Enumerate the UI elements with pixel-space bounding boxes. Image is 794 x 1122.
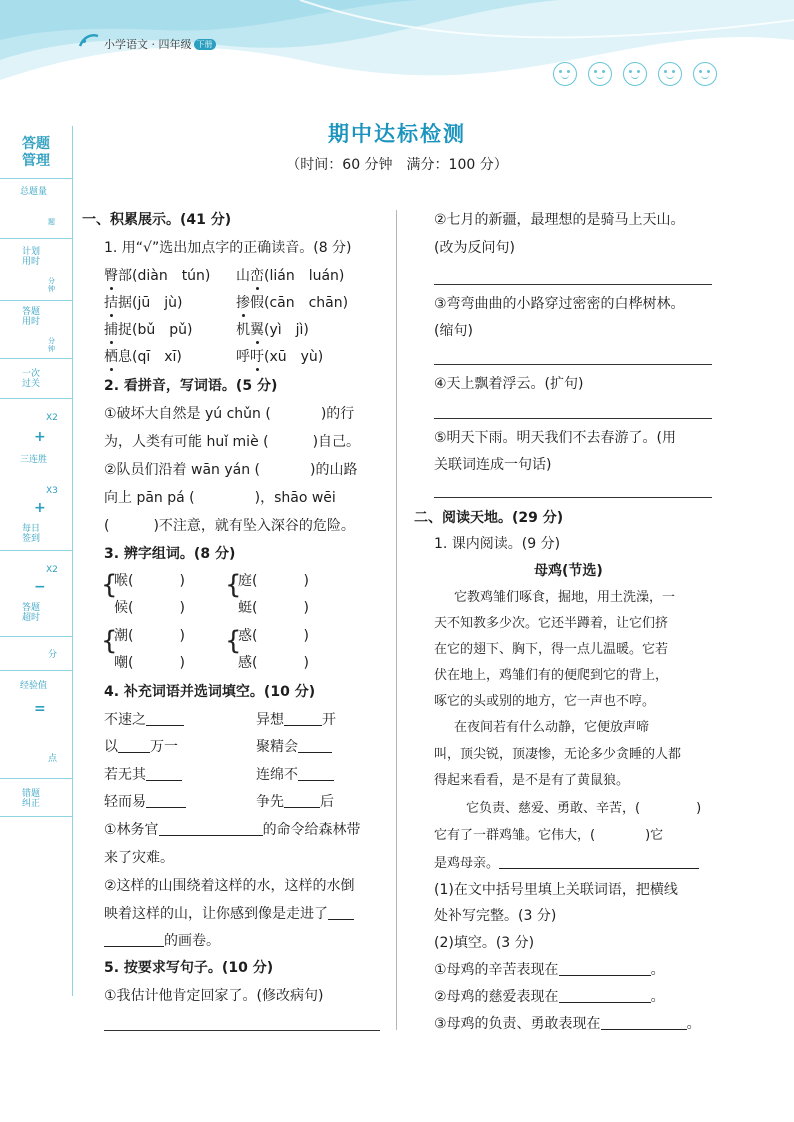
emphasis-dot: [110, 314, 113, 317]
pinyin-option[interactable]: 拮据(jū jù): [104, 295, 183, 311]
emphasis-dot: [110, 368, 113, 371]
pinyin-option[interactable]: 山峦(lián luán): [236, 268, 345, 284]
blank[interactable]: [601, 1015, 687, 1030]
idiom-item: 连绵不: [256, 766, 334, 784]
q2-line: 向上 pān pá ( )，shāo wēi: [104, 490, 336, 506]
q2-line: ②队员们沿着 wān yán ( )的山路: [104, 462, 358, 478]
char-item: 候( ): [114, 600, 185, 616]
smiley-face-icon: [658, 62, 682, 86]
emphasis-dot: [110, 287, 113, 290]
reading-question-1: 1. 课内阅读。(9 分): [434, 536, 561, 552]
blank[interactable]: [559, 961, 651, 976]
char-item: 庭( ): [238, 573, 309, 589]
error-correction-label: 错题 纠正: [22, 789, 41, 809]
blank[interactable]: [146, 711, 184, 726]
char-item: 潮( ): [114, 628, 185, 644]
total-questions-label: 总题量: [20, 187, 48, 197]
blank[interactable]: [146, 766, 182, 781]
char-item: 嘲( ): [114, 655, 185, 671]
pinyin-option[interactable]: 捕捉(bǔ pǔ): [104, 322, 193, 338]
char-item: 感( ): [238, 655, 309, 671]
blank[interactable]: [559, 988, 651, 1003]
pinyin-option[interactable]: 臀部(diàn tún): [104, 268, 211, 284]
answer-management-sidebar: 答题 管理 总题量 题 计划 用时 分 钟 答题 用时 分 钟 一次 过关 X2 + 三连胜 X3 + 每日 签到 X2 − 答题 超时 分 经验值 = 点 错题 纠正: [0, 126, 73, 996]
q4-sentence-1: ①林务官 的命令给森林带: [104, 822, 361, 838]
idiom-item: 异想 开: [256, 712, 336, 728]
brace: {: [101, 626, 118, 656]
overtime-label: 答题 超时: [22, 603, 41, 623]
grade-tag: 下册: [194, 39, 216, 50]
blank[interactable]: [104, 932, 164, 947]
q4-sentence-2: ②这样的山围绕着这样的水，这样的水倒: [104, 878, 355, 894]
idiom-item: 轻而易: [104, 793, 186, 811]
used-time-label: 答题 用时: [22, 307, 41, 327]
blank[interactable]: [298, 738, 332, 753]
blank[interactable]: [146, 793, 186, 808]
blank[interactable]: [328, 905, 354, 920]
question-3: 3. 辨字组词。(8 分): [104, 546, 236, 562]
char-item: 喉( ): [114, 573, 185, 589]
daily-checkin-label: 每日 签到: [22, 524, 41, 544]
idiom-item: 以 万一: [104, 739, 178, 755]
blank[interactable]: [118, 738, 150, 753]
blank[interactable]: [159, 821, 263, 836]
q2-line: ①破坏大自然是 yú chǔn ( )的行: [104, 406, 355, 422]
emphasis-dot: [242, 314, 245, 317]
pinyin-option[interactable]: 掺假(cān chān): [236, 295, 349, 311]
pencil-logo-icon: [78, 32, 100, 50]
pinyin-option[interactable]: 栖息(qī xī): [104, 349, 182, 365]
streak-label: 三连胜: [20, 455, 48, 465]
emphasis-dot: [256, 341, 259, 344]
section-1-heading: 一、积累展示。(41 分): [82, 212, 232, 228]
brace: {: [225, 570, 242, 600]
q2-line: 为，人类有可能 huǐ miè ( )自己。: [104, 434, 361, 450]
smiley-face-icon: [588, 62, 612, 86]
blank[interactable]: [499, 854, 699, 869]
blank[interactable]: [284, 793, 320, 808]
planned-time-label: 计划 用时: [22, 247, 41, 267]
section-2-heading: 二、阅读天地。(29 分): [414, 510, 564, 526]
q2-line: ( )不注意，就有坠入深谷的危险。: [104, 518, 355, 534]
blank[interactable]: [284, 711, 322, 726]
emphasis-dot: [256, 287, 259, 290]
smiley-face-icon: [693, 62, 717, 86]
experience-label: 经验值: [20, 681, 48, 691]
question-2: 2. 看拼音，写词语。(5 分): [104, 378, 278, 394]
smiley-face-icon: [623, 62, 647, 86]
brace: {: [101, 570, 118, 600]
sidebar-title: 答题 管理: [22, 136, 50, 169]
answer-line[interactable]: [104, 1030, 380, 1031]
pinyin-option[interactable]: 机翼(yì jì): [236, 322, 309, 338]
smiley-face-icon: [553, 62, 577, 86]
page-title: 期中达标检测: [328, 122, 466, 146]
emphasis-dot: [256, 368, 259, 371]
pinyin-option[interactable]: 呼吁(xū yù): [236, 349, 324, 365]
question-4: 4. 补充词语并选词填空。(10 分): [104, 684, 316, 700]
question-5: 5. 按要求写句子。(10 分): [104, 960, 274, 976]
blank[interactable]: [298, 766, 334, 781]
char-item: 蜓( ): [238, 600, 309, 616]
emphasis-dot: [110, 341, 113, 344]
char-item: 惑( ): [238, 628, 309, 644]
idiom-item: 聚精会: [256, 738, 332, 756]
answer-line[interactable]: [434, 418, 712, 419]
idiom-item: 若无其: [104, 766, 182, 784]
header-wave-background: [0, 0, 794, 110]
answer-line[interactable]: [434, 364, 712, 365]
column-divider: [396, 210, 397, 1030]
story-title: 母鸡(节选): [534, 563, 603, 579]
answer-line[interactable]: [434, 284, 712, 285]
series-label: 小学语文 · 四年级 下册: [104, 36, 216, 52]
brace: {: [225, 626, 242, 656]
exam-time-score: （时间：60 分钟 满分：100 分）: [286, 157, 508, 173]
idiom-item: 争先 后: [256, 794, 334, 810]
pass-first-try-label: 一次 过关: [22, 369, 41, 389]
question-1: 1. 用“√”选出加点字的正确读音。(8 分): [104, 240, 352, 256]
idiom-item: 不速之: [104, 711, 184, 729]
answer-line[interactable]: [434, 497, 712, 498]
